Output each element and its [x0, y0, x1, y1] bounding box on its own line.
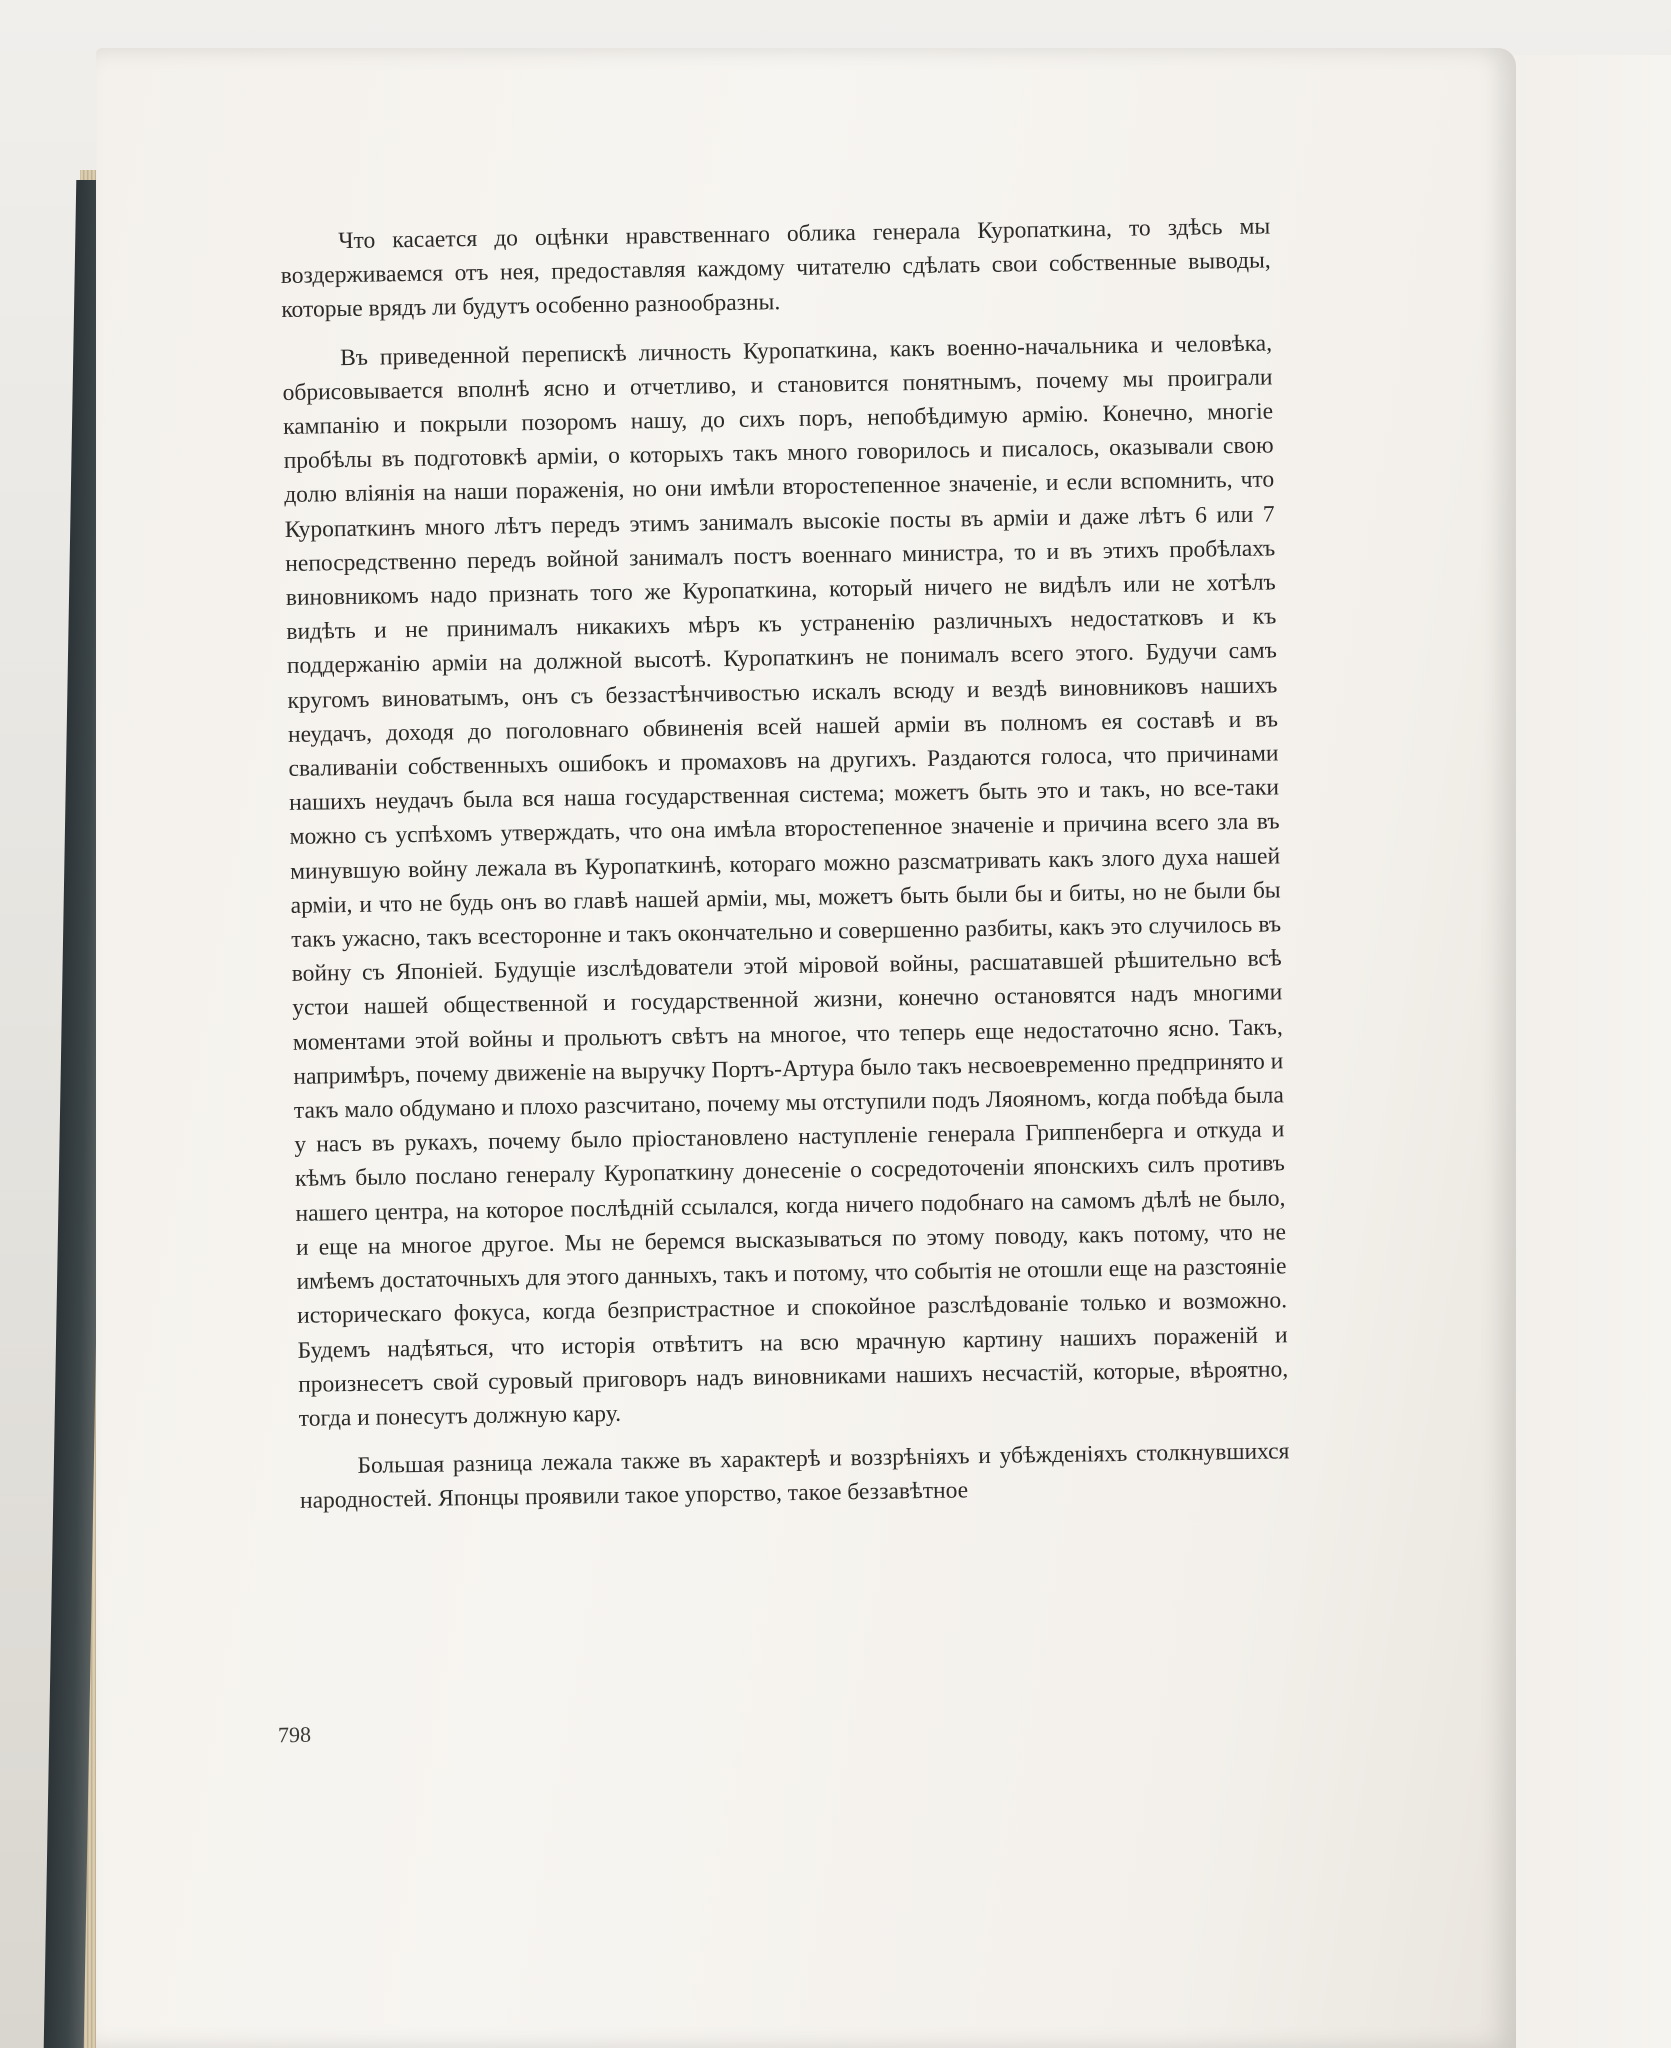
paragraph-1: Что касается до оцѣнки нравственнаго облика генерала Куропаткина, то здѣсь мы воздерживаемся отъ нея, предоставляя каждому читателю сдѣлать свои собственные выводы, которые врядъ ли будутъ особенно разнообразны.	[280, 213, 1271, 324]
page-text	[280, 209, 1290, 1532]
page-number: 798	[277, 1721, 312, 1748]
paragraph-3: Большая разница лежала также въ характерѣ и воззрѣніяхъ и убѣжденіяхъ столкнувшихся народностей. Японцы проявили такое упорство, такое беззавѣтное	[299, 1438, 1290, 1515]
paragraph-2: Въ приведенной перепискѣ личность Куропаткина, какъ военно-начальника и человѣка, обрисовывается вполнѣ ясно и отчетливо, и становится понятнымъ, почему мы проиграли кампанію и покрыли позоромъ нашу, до сихъ поръ, непобѣдимую армію. Конечно, многіе пробѣлы въ подготовкѣ арміи, о которыхъ такъ много говорилось и писалось, оказывали свою долю вліянія на наши пораженія, но они имѣли второстепенное значеніе, и если вспомнить, что Куропаткинъ много лѣтъ передъ этимъ занималъ высокіе посты въ арміи и даже лѣтъ 6 или 7 непосредственно передъ войной занималъ постъ военнаго министра, то и въ этихъ пробѣлахъ виновникомъ надо признать того же Куропаткина, который ничего не видѣлъ или не хотѣлъ видѣть и не принималъ никакихъ мѣръ къ устраненію различныхъ недостатковъ и къ поддержанію арміи на должной высотѣ. Куропаткинъ не понималъ всего этого. Будучи самъ кругомъ виноватымъ, онъ съ беззастѣнчивостью искалъ всюду и вездѣ виновниковъ нашихъ неудачъ, доходя до поголовнаго обвиненія всей нашей арміи въ полномъ ея составѣ и въ сваливаніи собственныхъ ошибокъ и промаховъ на другихъ. Раздаются голоса, что причинами нашихъ неудачъ была вся наша государственная система; можетъ быть это и такъ, но все-таки можно съ успѣхомъ утверждать, что она имѣла второстепенное значеніе и причина всего зла въ минувшую войну лежала въ Куропаткинѣ, котораго можно разсматривать какъ злого духа нашей арміи, и что не будь онъ во главѣ нашей арміи, мы, можетъ быть были бы и биты, но не были бы такъ ужасно, такъ всесторонне и такъ окончательно и совершенно разбиты, какъ это случилось въ войну съ Японіей. Будущіе изслѣдователи этой міровой войны, расшатавшей рѣшительно всѣ устои нашей общественной и государственной жизни, конечно остановятся надъ многими моментами этой войны и прольютъ свѣтъ на многое, что теперь еще недостаточно ясно. Такъ, напримѣръ, почему движеніе на выручку Портъ-Артура было такъ несвоевременно предпринято и такъ мало обдумано и плохо разсчитано, почему мы отступили подъ Ляояномъ, когда побѣда была у насъ въ рукахъ, почему было пріостановлено наступленіе генерала Гриппенберга и откуда и кѣмъ было послано генералу Куропаткину донесеніе о сосредоточеніи японскихъ силъ противъ нашего центра, на которое послѣдній ссылался, когда ничего подобнаго на самомъ дѣлѣ не было, и еще на многое другое. Мы не беремся высказываться по этому поводу, какъ потому, что не имѣемъ достаточныхъ для этого данныхъ, такъ и потому, что событія не отошли еще на разстояніе историческаго фокуса, когда безпристрастное и спокойное разслѣдованіе только и возможно. Будемъ надѣяться, что исторія отвѣтитъ на всю мрачную картину нашихъ пораженій и произнесетъ свой суровый приговоръ надъ виновниками нашихъ несчастій, которые, вѣроятно, тогда и понесутъ должную кару.	[282, 330, 1289, 1432]
